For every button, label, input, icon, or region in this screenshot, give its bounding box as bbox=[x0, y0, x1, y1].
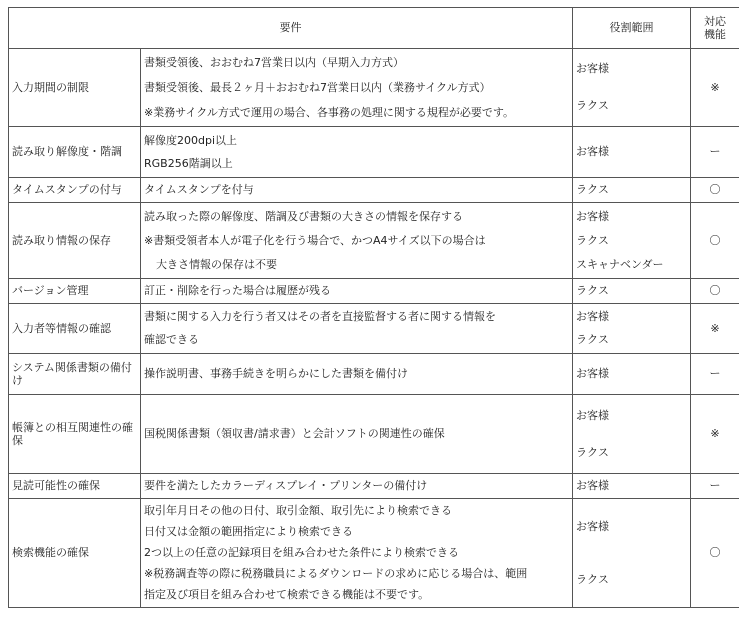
row-scope bbox=[573, 279, 691, 304]
scope-line: お客様 bbox=[576, 209, 609, 223]
table-row bbox=[9, 178, 739, 203]
row-category: システム関係書類の備付け bbox=[9, 354, 141, 395]
row-support-mark: 〇 bbox=[691, 203, 739, 279]
table-row bbox=[9, 395, 739, 474]
requirement-line: 書類受領後、おおむね7営業日以内（早期入力方式） bbox=[144, 56, 404, 70]
row-requirements bbox=[141, 203, 573, 279]
row-category: タイムスタンプの付与 bbox=[9, 178, 141, 203]
table-row bbox=[9, 127, 739, 178]
header-support-label: 対応 機能 bbox=[704, 14, 726, 41]
table-row bbox=[9, 49, 739, 127]
row-requirements bbox=[141, 395, 573, 474]
requirement-line: 2つ以上の任意の記録項目を組み合わせた条件により検索できる bbox=[144, 546, 459, 560]
table-row bbox=[9, 279, 739, 304]
requirement-line: RGB256階調以上 bbox=[144, 157, 233, 171]
table-row bbox=[9, 499, 739, 608]
requirement-line: 書類受領後、最長２ヶ月＋おおむね7営業日以内（業務サイクル方式） bbox=[144, 80, 491, 94]
header-row bbox=[9, 8, 739, 49]
row-support-mark: ー bbox=[691, 354, 739, 395]
row-scope bbox=[573, 354, 691, 395]
table-body bbox=[9, 49, 739, 608]
row-support-mark: 〇 bbox=[691, 279, 739, 304]
scope-line: ラクス bbox=[576, 572, 609, 586]
scope-line: ラクス bbox=[576, 233, 609, 247]
row-support-mark: 〇 bbox=[691, 178, 739, 203]
header-requirement: 要件 bbox=[9, 8, 573, 49]
row-requirements bbox=[141, 474, 573, 499]
scope-line: お客様 bbox=[576, 408, 609, 422]
requirement-line: 書類に関する入力を行う者又はその者を直接監督する者に関する情報を bbox=[144, 310, 496, 324]
requirements-table bbox=[8, 7, 739, 608]
table-row bbox=[9, 354, 739, 395]
row-requirements bbox=[141, 279, 573, 304]
requirement-line: ※書類受領者本人が電子化を行う場合で、かつA4サイズ以下の場合は bbox=[144, 233, 486, 247]
requirement-line: 指定及び項目を組み合わせて検索できる機能は不要です。 bbox=[144, 588, 430, 602]
scope-line: ラクス bbox=[576, 333, 609, 347]
row-requirements bbox=[141, 127, 573, 178]
row-requirements bbox=[141, 499, 573, 608]
row-category: 読み取り情報の保存 bbox=[9, 203, 141, 279]
requirement-line: 取引年月日その他の日付、取引金額、取引先により検索できる bbox=[144, 504, 452, 518]
requirement-line: 訂正・削除を行った場合は履歴が残る bbox=[144, 284, 331, 298]
row-category: 検索機能の確保 bbox=[9, 499, 141, 608]
row-requirements bbox=[141, 49, 573, 127]
requirement-line: 解像度200dpi以上 bbox=[144, 133, 238, 147]
row-category: 見読可能性の確保 bbox=[9, 474, 141, 499]
scope-line: ラクス bbox=[576, 99, 609, 113]
scope-line: お客様 bbox=[576, 367, 609, 381]
row-support-mark: ※ bbox=[691, 49, 739, 127]
row-support-mark: 〇 bbox=[691, 499, 739, 608]
requirement-line: 要件を満たしたカラーディスプレイ・プリンターの備付け bbox=[144, 479, 428, 493]
row-requirements bbox=[141, 354, 573, 395]
row-scope bbox=[573, 127, 691, 178]
row-category: 読み取り解像度・階調 bbox=[9, 127, 141, 178]
row-requirements bbox=[141, 304, 573, 354]
scope-line: ラクス bbox=[576, 284, 609, 298]
row-scope bbox=[573, 474, 691, 499]
row-category: 帳簿との相互関連性の確保 bbox=[9, 395, 141, 474]
requirement-line: 大きさ情報の保存は不要 bbox=[156, 257, 277, 271]
requirement-line: 日付又は金額の範囲指定により検索できる bbox=[144, 525, 353, 539]
table-row bbox=[9, 203, 739, 279]
header-scope: 役割範囲 bbox=[573, 8, 691, 49]
row-scope bbox=[573, 304, 691, 354]
scope-line: お客様 bbox=[576, 145, 609, 159]
requirement-line: ※税務調査等の際に税務職員によるダウンロードの求めに応じる場合は、範囲 bbox=[144, 567, 528, 581]
row-category: 入力期間の制限 bbox=[9, 49, 141, 127]
requirement-line: ※業務サイクル方式で運用の場合、各事務の処理に関する規程が必要です。 bbox=[144, 105, 515, 119]
requirement-line: 確認できる bbox=[144, 333, 199, 347]
requirement-line: 国税関係書類（領収書/請求書）と会計ソフトの関連性の確保 bbox=[144, 427, 445, 441]
row-support-mark: ※ bbox=[691, 395, 739, 474]
requirement-line: タイムスタンプを付与 bbox=[144, 183, 254, 197]
scope-line: スキャナベンダー bbox=[576, 257, 664, 271]
row-scope bbox=[573, 395, 691, 474]
row-support-mark: ー bbox=[691, 474, 739, 499]
scope-line: お客様 bbox=[576, 479, 609, 493]
row-category: 入力者等情報の確認 bbox=[9, 304, 141, 354]
row-scope bbox=[573, 203, 691, 279]
row-scope bbox=[573, 178, 691, 203]
table-row bbox=[9, 474, 739, 499]
row-support-mark: ー bbox=[691, 127, 739, 178]
row-support-mark: ※ bbox=[691, 304, 739, 354]
table-row bbox=[9, 304, 739, 354]
scope-line: お客様 bbox=[576, 520, 609, 534]
row-category: バージョン管理 bbox=[9, 279, 141, 304]
scope-line: ラクス bbox=[576, 183, 609, 197]
requirement-line: 操作説明書、事務手続きを明らかにした書類を備付け bbox=[144, 367, 408, 381]
row-scope bbox=[573, 499, 691, 608]
header-support bbox=[691, 8, 739, 49]
requirement-line: 読み取った際の解像度、階調及び書類の大きさの情報を保存する bbox=[144, 209, 463, 223]
row-scope bbox=[573, 49, 691, 127]
scope-line: お客様 bbox=[576, 310, 609, 324]
scope-line: ラクス bbox=[576, 446, 609, 460]
row-requirements bbox=[141, 178, 573, 203]
scope-line: お客様 bbox=[576, 62, 609, 76]
